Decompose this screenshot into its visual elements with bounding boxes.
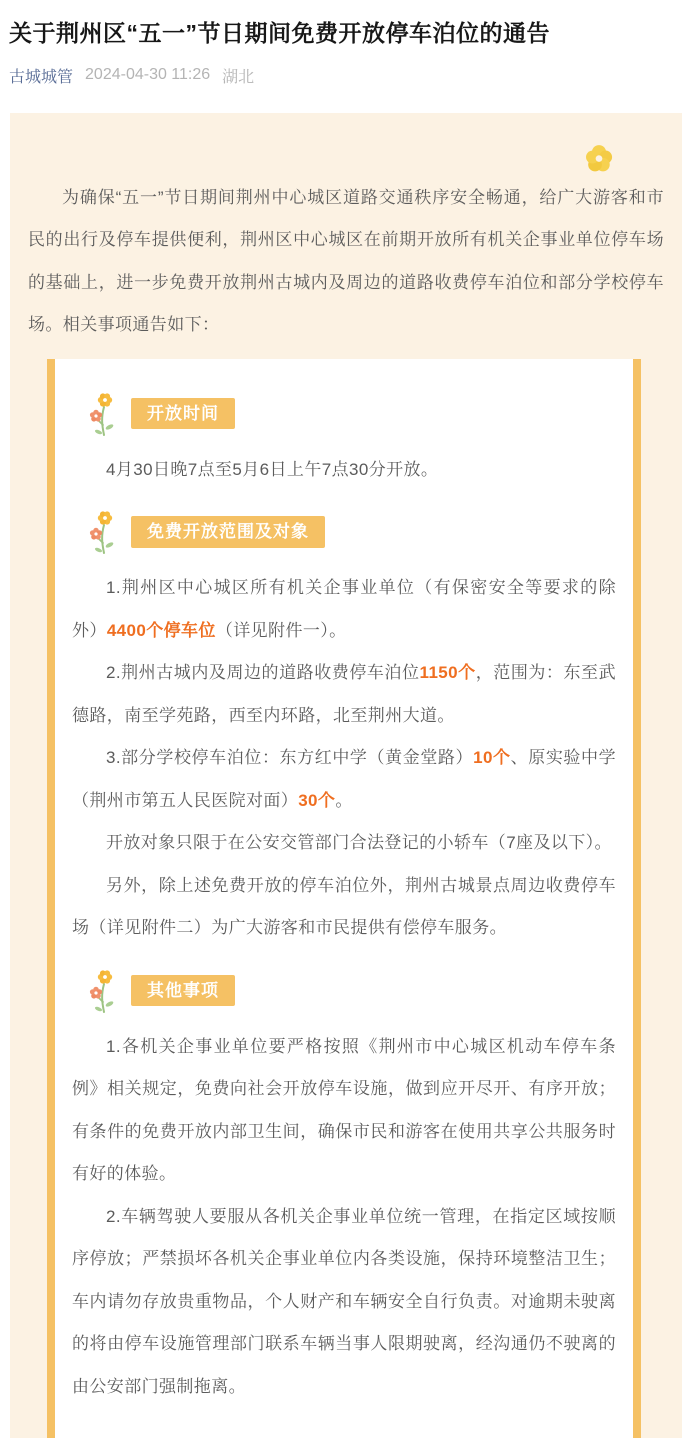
article-header [0,0,692,87]
text-segment: ，范围为：东至武德路，南至学苑路，西至内环路，北至荆州大道。 [72,663,616,725]
notice-paragraph [72,737,616,822]
notice-section [72,968,616,1409]
text-segment: （详见附件一）。 [216,621,347,640]
intro-paragraph: 为确保“五一”节日期间荆州中心城区道路交通秩序安全畅通，给广大游客和市民的出行及停车提供便利，荆州区中心城区在前期开放所有机关企事业单位停车场的基础上，进一步免费开放荆州古城内及周边的道路收费停车泊位和部分学校停车场。相关事项通告如下： [28,177,664,347]
section-paragraphs [72,449,616,492]
highlight-text: 4400个停车位 [107,621,216,640]
text-segment: 4月30日晚7点至5月6日上午7点30分开放。 [106,460,438,479]
flower-sprig-icon [88,509,118,555]
notice-paragraph [72,652,616,737]
section-header [88,391,616,437]
notice-paragraph [72,865,616,950]
section-header [88,968,616,1014]
text-segment: 另外，除上述免费开放的停车泊位外，荆州古城景点周边收费停车场（详见附件二）为广大游客和市民提供有偿停车服务。 [72,876,616,938]
notice-paragraph [72,449,616,492]
text-segment: 开放对象只限于在公安交管部门合法登记的小轿车（7座及以下）。 [106,833,612,852]
section-badge: 其他事项 [131,975,235,1007]
notice-paragraph [72,822,616,865]
flower-sprig-icon [88,391,118,437]
text-segment: 、原实验中学（荆州市第五人民医院对面） [72,748,616,810]
section-paragraphs [72,1026,616,1409]
flower-icon [584,144,614,174]
text-segment: 1.各机关企事业单位要严格按照《荆州市中心城区机动车停车条例》相关规定，免费向社会开放停车设施，做到应开尽开、有序开放；有条件的免费开放内部卫生间，确保市民和游客在使用共享公共服务时有好的体验。 [72,1037,616,1184]
section-badge: 开放时间 [131,398,235,430]
flower-sprig-icon [88,968,118,1014]
section-paragraphs [72,567,616,950]
notice-paragraph [72,1196,616,1409]
publish-date: 2024-04-30 11:26 [85,66,210,84]
highlight-text: 1150个 [420,663,476,682]
sections [72,391,616,1409]
section-badge: 免费开放范围及对象 [131,516,325,548]
text-segment: 。 [335,791,352,810]
account-name-link[interactable]: 古城城管 [9,64,73,87]
notice-paragraph [72,1026,616,1196]
section-header [88,509,616,555]
text-segment: 2.荆州古城内及周边的道路收费停车泊位 [106,663,420,682]
text-segment: 2.车辆驾驶人要服从各机关企事业单位统一管理，在指定区域按顺序停放；严禁损坏各机关企事业单位内各类设施，保持环境整洁卫生；车内请勿存放贵重物品，个人财产和车辆安全自行负责。对逾期未驶离的将由停车设施管理部门联系车辆当事人限期驶离，经沟通仍不驶离的由公安部门强制拖离。 [72,1207,616,1396]
notice-paragraph [72,567,616,652]
page-title: 关于荆州区“五一”节日期间免费开放停车泊位的通告 [9,16,682,51]
publish-location: 湖北 [222,64,254,87]
highlight-text: 10个 [473,748,511,767]
byline [9,64,682,87]
notice-section [72,509,616,950]
text-segment: 1.荆州区中心城区所有机关企事业单位（有保密安全等要求的除外） [72,578,616,640]
notice-section [72,391,616,492]
article-body [10,113,682,1438]
highlight-text: 30个 [298,791,335,810]
text-segment: 3.部分学校停车泊位：东方红中学（黄金堂路） [106,748,473,767]
notice-card [47,359,641,1438]
